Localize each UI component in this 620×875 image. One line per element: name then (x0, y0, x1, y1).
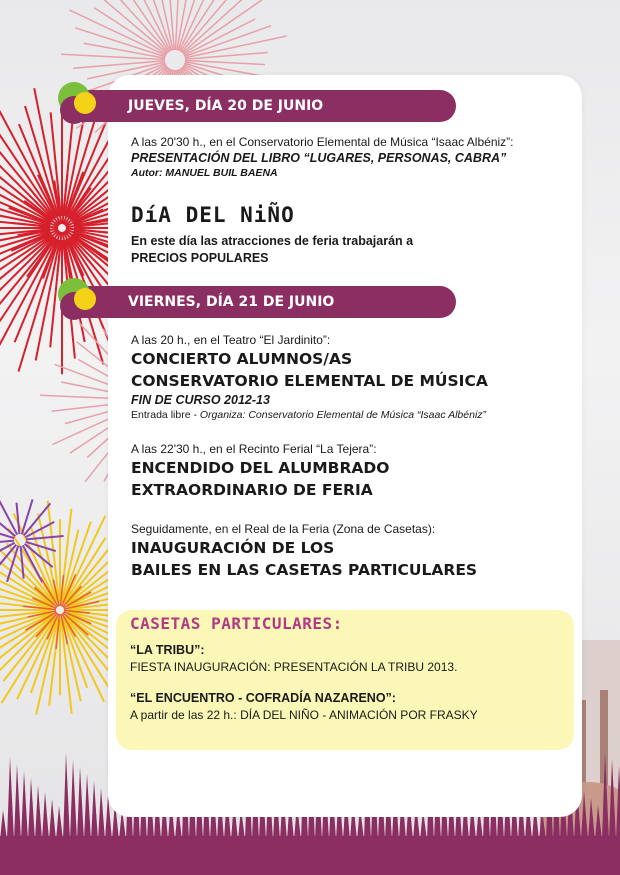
inauguracion-venue: Seguidamente, en el Real de la Feria (Zona de Casetas): (131, 522, 436, 536)
concierto-note-organizer: Organiza: Conservatorio Elemental de Música “Isaac Albéniz” (199, 409, 487, 421)
viernes-heading: VIERNES, DÍA 21 DE JUNIO (128, 294, 335, 310)
inauguracion-title-2: BAILES EN LAS CASETAS PARTICULARES (131, 561, 478, 579)
casetas-title: CASETAS PARTICULARES: (130, 614, 343, 633)
caseta-la-tribu-name: “LA TRIBU”: (130, 643, 205, 657)
caseta-el-encuentro-desc: A partir de las 22 h.: DÍA DEL NIÑO - ANIMACIÓN POR FRASKY (130, 708, 478, 722)
jueves-event (131, 134, 580, 180)
dia-nino-line1: En este día las atracciones de feria trabajarán a (131, 234, 414, 248)
dots-icon (58, 82, 102, 126)
concierto-note (131, 408, 580, 422)
jueves-venue: A las 20'30 h., en el Conservatorio Elemental de Música “Isaac Albéniz”: (131, 135, 514, 149)
alumbrado-venue: A las 22'30 h., en el Recinto Ferial “La Tejera”: (131, 442, 377, 456)
casetas-box (116, 610, 574, 750)
concierto-note-entry: Entrada libre - (131, 409, 200, 421)
alumbrado-title-1: ENCENDIDO DEL ALUMBRADO (131, 459, 390, 477)
alumbrado-event (131, 441, 580, 501)
dia-nino-title: DíA DEL NiÑO (131, 203, 295, 227)
dia-nino-line2: PRECIOS POPULARES (131, 251, 269, 265)
caseta-el-encuentro-name: “EL ENCUENTRO - COFRADÍA NAZARENO”: (130, 691, 396, 705)
dots-icon (58, 278, 102, 322)
yellow-dot-icon (74, 288, 96, 310)
inauguracion-title-1: INAUGURACIÓN DE LOS (131, 539, 335, 557)
caseta-la-tribu-desc: FIESTA INAUGURACIÓN: PRESENTACIÓN LA TRIBU 2013. (130, 660, 458, 674)
concierto-title-2: CONSERVATORIO ELEMENTAL DE MÚSICA (131, 372, 488, 390)
alumbrado-title-2: EXTRAORDINARIO DE FERIA (131, 481, 373, 499)
concierto-title-1: CONCIERTO ALUMNOS/AS (131, 350, 353, 368)
viernes-heading-banner (80, 286, 456, 318)
jueves-author: Autor: MANUEL BUIL BAENA (131, 167, 278, 179)
caseta-la-tribu (130, 642, 564, 675)
dia-nino-section (131, 203, 580, 267)
bottom-bar (0, 836, 620, 875)
concierto-event (131, 332, 580, 422)
jueves-heading: JUEVES, DÍA 20 DE JUNIO (128, 98, 324, 114)
caseta-el-encuentro (130, 690, 564, 723)
inauguracion-event (131, 521, 580, 581)
jueves-event-title: PRESENTACIÓN DEL LIBRO “LUGARES, PERSONAS, CABRA” (131, 151, 507, 165)
yellow-dot-icon (74, 92, 96, 114)
jueves-heading-banner (80, 90, 456, 122)
concierto-subtitle: FIN DE CURSO 2012-13 (131, 393, 270, 407)
concierto-venue: A las 20 h., en el Teatro “El Jardinito”: (131, 333, 331, 347)
